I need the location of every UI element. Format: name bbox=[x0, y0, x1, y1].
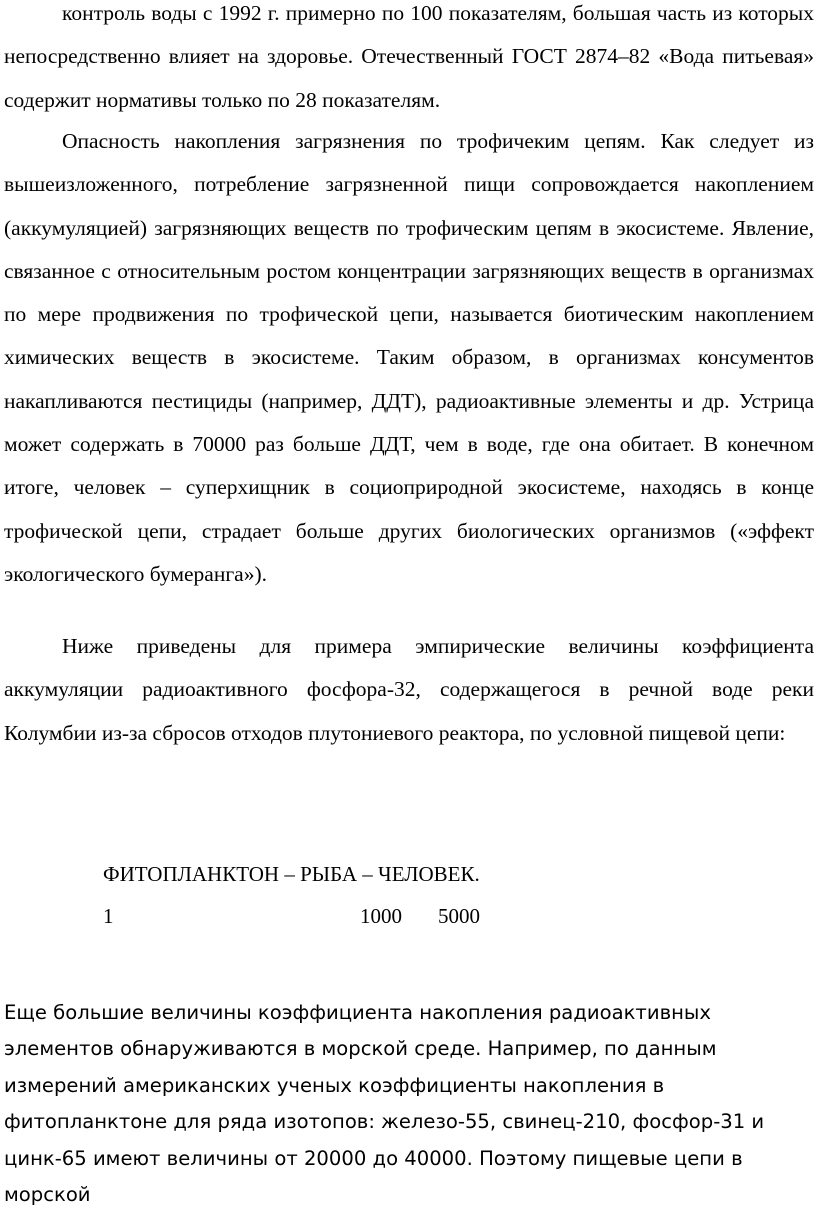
text-block-phosphorus-example bbox=[4, 625, 814, 755]
paragraph-marine-accumulation: Еще большие величины коэффициента накопления радиоактивных элементов обнаруживаются в морской среде. Например, по данным измерений американских ученых коэффициенты накопления в фитопланктоне для ряда изотопов: железо-55, свинец-210, фосфор-31 и цинк-65 имеют величины от 20000 до 40000. Поэтому пищевые цепи в морской bbox=[4, 1001, 765, 1207]
paragraph-water-control: контроль воды с 1992 г. примерно по 100 показателям, большая часть из которых непосредственно влияет на здоровье. Отечественный ГОСТ 2874–82 «Вода питьевая» содержит нормативы только по 28 показателям. bbox=[4, 1, 814, 112]
text-block-water-control bbox=[4, 0, 814, 122]
paragraph-trophic-accumulation: Опасность накопления загрязнения по трофичеким цепям. Как следует из вышеизложенного, потребление загрязненной пищи сопровождается накоплением (аккумуляцией) загрязняющих веществ по трофическим цепям в экосистеме. Явление, связанное с относительным ростом концентрации загрязняющих веществ в организмах по мере продвижения по трофической цепи, называется биотическим накоплением химических веществ в экосистеме. Таким образом, в организмах консументов накапливаются пестициды (например, ДДТ), радиоактивные элементы и др. Устрица может содержать в 70000 раз больше ДДТ, чем в воде, где она обитает. В конечном итоге, человек – суперхищник в социоприродной экосистеме, находясь в конце трофической цепи, страдает больше других биологических организмов («эффект экологического бумеранга»). bbox=[4, 129, 814, 586]
food-chain-value-fish: 1000 bbox=[360, 904, 402, 928]
food-chain-title: ФИТОПЛАНКТОН – РЫБА – ЧЕЛОВЕК. bbox=[103, 862, 480, 886]
text-block-marine-accumulation bbox=[4, 995, 794, 1213]
food-chain-value-human: 5000 bbox=[438, 904, 480, 928]
text-block-trophic-accumulation bbox=[4, 120, 814, 596]
paragraph-phosphorus-example: Ниже приведены для примера эмпирические величины коэффициента аккумуляции радиоактивного фосфора-32, содержащегося в речной воде реки Колумбии из-за сбросов отходов плутониевого реактора, по условной пищевой цепи: bbox=[4, 634, 814, 745]
food-chain-value-phytoplankton: 1 bbox=[103, 904, 114, 928]
